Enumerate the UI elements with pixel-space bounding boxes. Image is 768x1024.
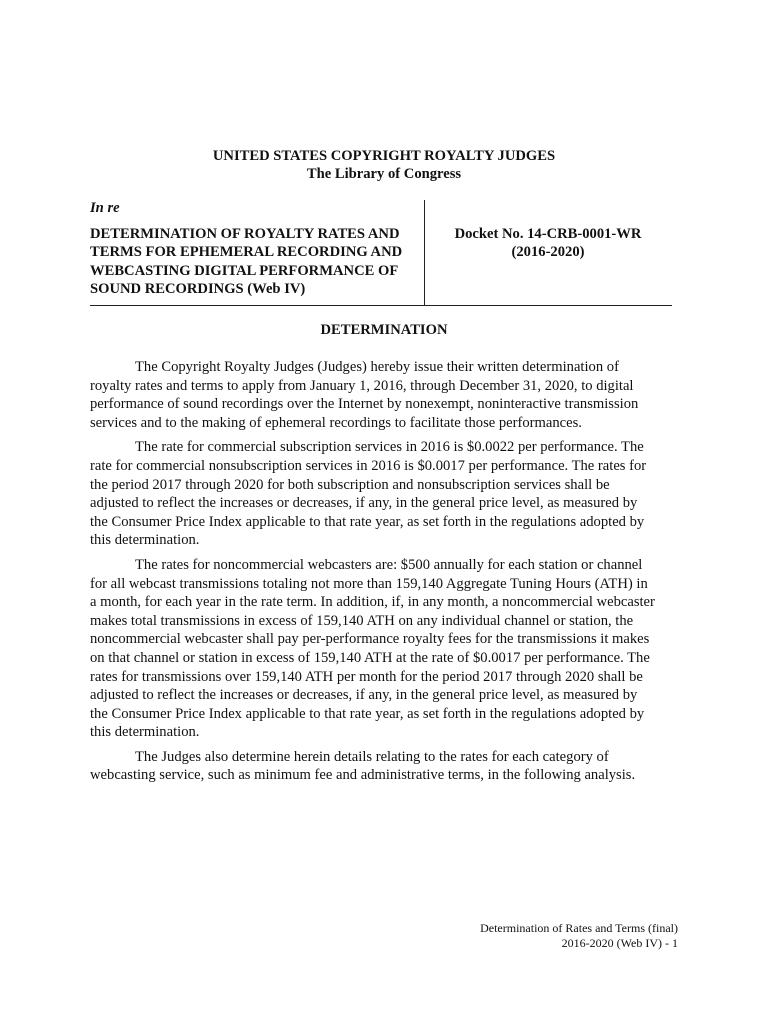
paragraph (90, 556, 690, 742)
matter-title-line: DETERMINATION OF ROYALTY RATES AND (90, 226, 400, 242)
text-line: rates for transmissions over 159,140 ATH per month for the period 2017 through 2020 shall be (90, 668, 643, 685)
library-name: The Library of Congress (306, 165, 462, 182)
text-line: The Judges also determine herein details relating to the rates for each category of (135, 748, 609, 765)
text-line: services and to the making of ephemeral recordings to facilitate those performances. (90, 414, 582, 431)
matter-title-line: SOUND RECORDINGS (Web IV) (90, 281, 306, 298)
text-line: makes total transmissions in excess of 159,140 ATH on any individual channel or station, the (90, 612, 634, 629)
matter-title-line: WEBCASTING DIGITAL PERFORMANCE OF (90, 262, 399, 279)
text-line: for all webcast transmissions totaling not more than 159,140 Aggregate Tuning Hours (ATH) in (90, 575, 648, 592)
section-heading: DETERMINATION (320, 322, 448, 338)
text-line: the Consumer Price Index applicable to that rate year, as set forth in the regulations adopted by (90, 513, 645, 530)
court-name: UNITED STATES COPYRIGHT ROYALTY JUDGES (212, 148, 556, 164)
text-line: The rates for noncommercial webcasters are: $500 annually for each station or channel (135, 556, 643, 573)
text-line: on that channel or station in excess of 159,140 ATH at the rate of $0.0017 per performance. The (90, 649, 650, 666)
text-line: webcasting service, such as minimum fee and administrative terms, in the following analysis. (90, 767, 636, 784)
text-line: the Consumer Price Index applicable to that rate year, as set forth in the regulations adopted by (90, 705, 645, 722)
footer-title: Determination of Rates and Terms (final) (480, 921, 678, 935)
text-line: rate for commercial nonsubscription services in 2016 is $0.0017 per performance. The rates for (90, 457, 647, 474)
text-line: The Copyright Royalty Judges (Judges) hereby issue their written determination of (135, 359, 619, 375)
docket-number (424, 225, 672, 262)
text-line: this determination. (90, 724, 200, 741)
docket-years-line: (2016-2020) (511, 244, 585, 261)
text-line: a month, for each year in the rate term. In addition, if, in any month, a noncommercial webcaster (90, 594, 655, 611)
text-line: performance of sound recordings over the Internet by nonexempt, noninteractive transmission (90, 396, 639, 413)
caption-left-column (90, 200, 425, 306)
document-header (90, 148, 678, 183)
matter-title-line: TERMS FOR EPHEMERAL RECORDING AND (90, 244, 403, 261)
text-line: The rate for commercial subscription services in 2016 is $0.0022 per performance. The (135, 439, 644, 456)
matter-title (90, 225, 424, 299)
paragraph (90, 358, 690, 432)
caption-divider (90, 305, 672, 306)
paragraph (90, 438, 690, 550)
text-line: this determination. (90, 532, 200, 549)
in-re-label: In re (90, 200, 120, 216)
text-line: royalty rates and terms to apply from January 1, 2016, through December 31, 2020, to digital (90, 377, 634, 394)
footer-page-number: 2016-2020 (Web IV) - 1 (561, 936, 678, 950)
text-line: adjusted to reflect the increases or decreases, if any, in the general price level, as measured by (90, 495, 638, 512)
text-line: noncommercial webcaster shall pay per-performance royalty fees for the transmissions it makes (90, 631, 650, 648)
docket-number-line: Docket No. 14-CRB-0001-WR (454, 226, 642, 242)
text-line: the period 2017 through 2020 for both subscription and nonsubscription services shall be (90, 476, 610, 493)
text-line: adjusted to reflect the increases or decreases, if any, in the general price level, as measured by (90, 687, 638, 704)
case-caption (90, 200, 672, 306)
paragraph (90, 748, 690, 785)
document-body (90, 358, 690, 791)
page-footer (480, 921, 678, 951)
